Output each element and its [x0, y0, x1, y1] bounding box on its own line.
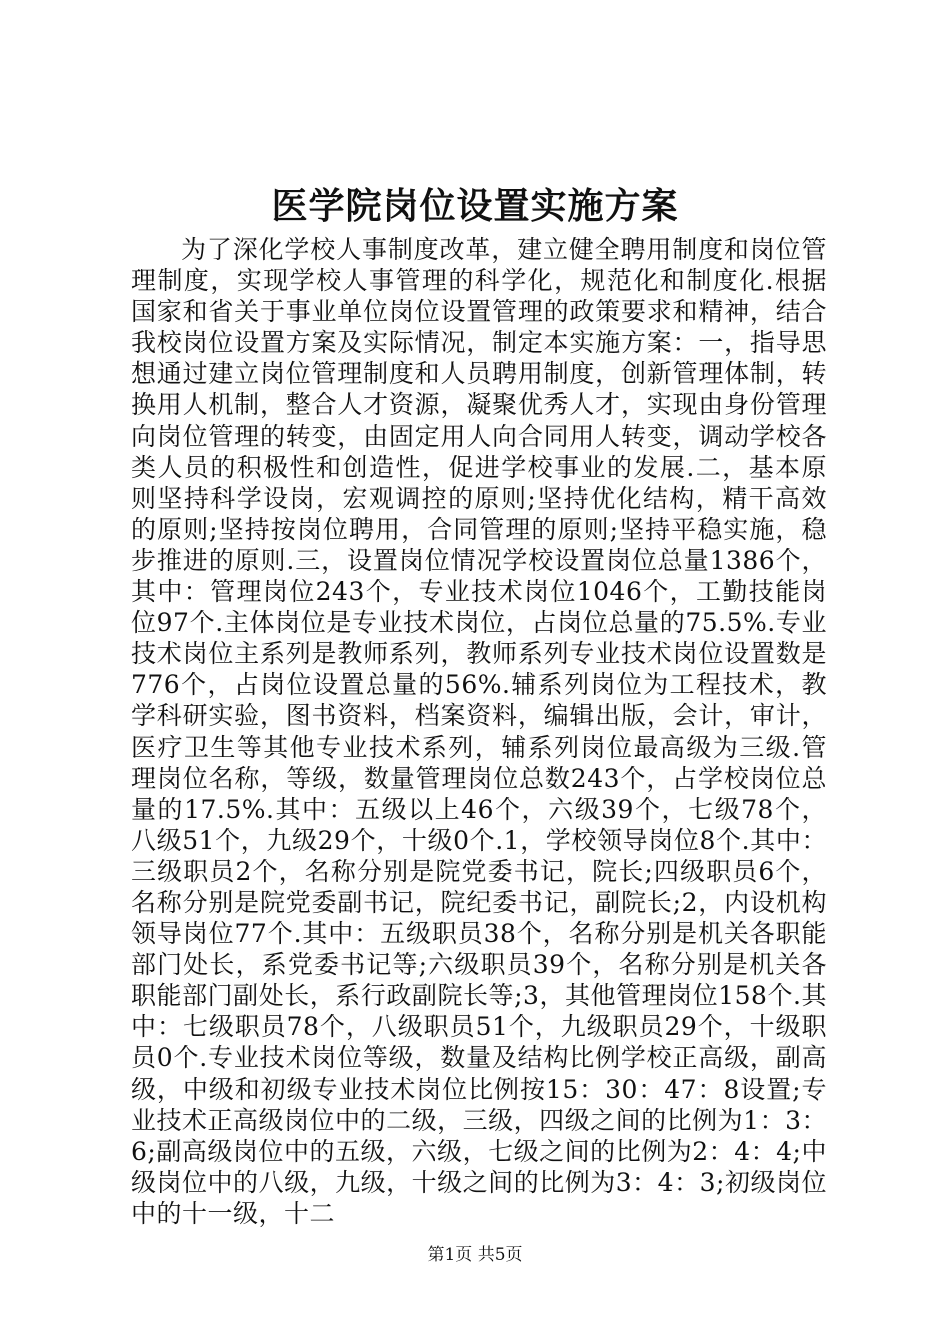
document-title: 医学院岗位设置实施方案 — [271, 185, 679, 227]
document-body: 为了深化学校人事制度改革，建立健全聘用制度和岗位管理制度，实现学校人事管理的科学化，规范化和制度化.根据国家和省关于事业单位岗位设置管理的政策要求和精神，结合我校岗位设置方案及实际情况，制定本实施方案：一，指导思想通过建立岗位管理制度和人员聘用制度，创新管理体制，转换用人机制，整合人才资源，凝聚优秀人才，实现由身份管理向岗位管理的转变，由固定用人向合同用人转变，调动学校各类人员的积极性和创造性，促进学校事业的发展.二，基本原则坚持科学设岗，宏观调控的原则;坚持优化结构，精干高效的原则;坚持按岗位聘用，合同管理的原则;坚持平稳实施，稳步推进的原则.三，设置岗位情况学校设置岗位总量1386个，其中：管理岗位243个，专业技术岗位1046个，工勤技能岗位97个.主体岗位是专业技术岗位，占岗位总量的75.5%.专业技术岗位主系列是教师系列，教师系列专业技术岗位设置数是776个，占岗位设置总量的56%.辅系列岗位为工程技术，教学科研实验，图书资料，档案资料，编辑出版，会计，审计，医疗卫生等其他专业技术系列，辅系列岗位最高级为三级.管理岗位名称，等级，数量管理岗位总数243个，占学校岗位总量的17.5%.其中：五级以上46个，六级39个，七级78个，八级51个，九级29个，十级0个.1，学校领导岗位8个.其中：三级职员2个，名称分别是院党委书记，院长;四级职员6个，名称分别是院党委副书记，院纪委书记，副院长;2，内设机构领导岗位77个.其中：五级职员38个，名称分别是机关各职能部门处长，系党委书记等;六级职员39个，名称分别是机关各职能部门副处长，系行政副院长等;3，其他管理岗位158个.其中：七级职员78个，八级职员51个，九级职员29个，十级职员0个.专业技术岗位等级，数量及结构比例学校正高级，副高级，中级和初级专业技术岗位比例按15：30：47：8设置;专业技术正高级岗位中的二级，三级，四级之间的比例为1：3：6;副高级岗位中的五级，六级，七级之间的比例为2：4：4;中级岗位中的八级，九级，十级之间的比例为3：4：3;初级岗位中的十一级，十二 — [131, 235, 827, 1228]
page-number: 第1页 共5页 — [427, 1245, 523, 1265]
